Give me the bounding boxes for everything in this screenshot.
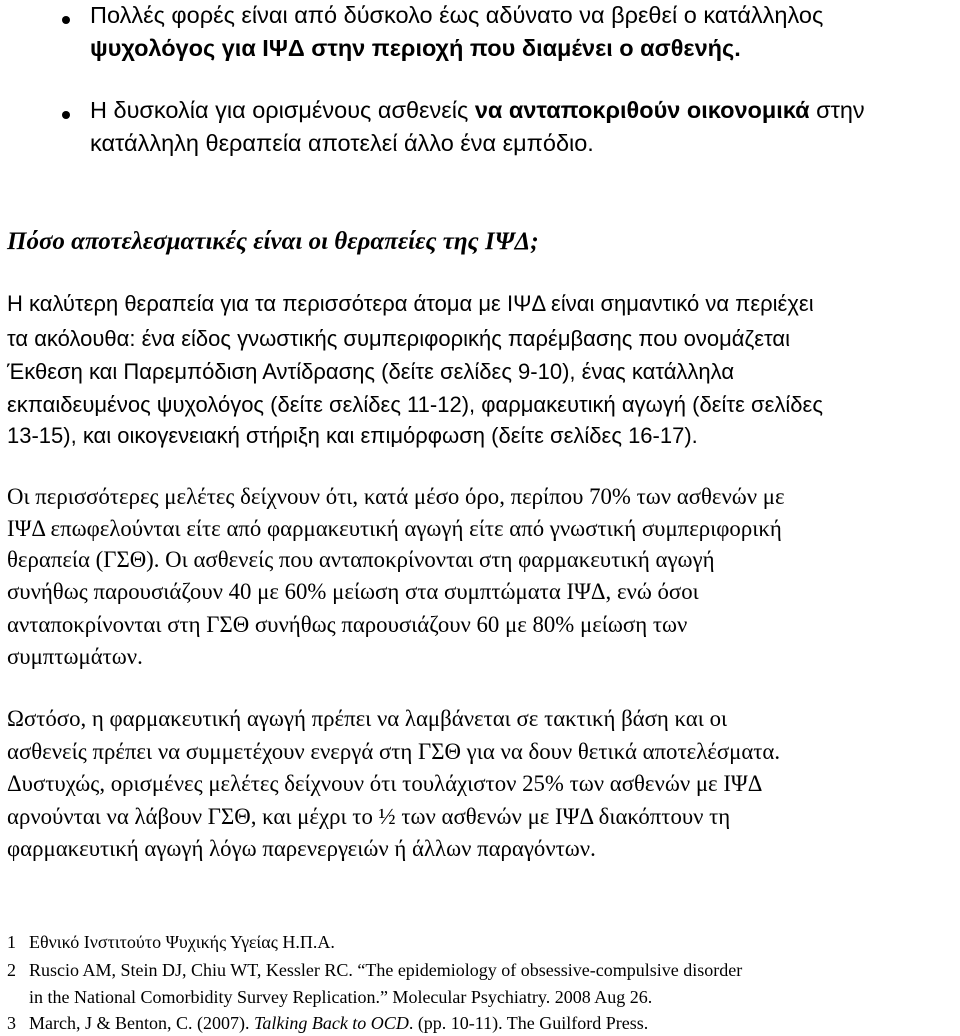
paragraph-line: ΙΨΔ επωφελούνται είτε από φαρμακευτική αγωγή είτε από γνωστική συμπεριφορική bbox=[7, 516, 782, 541]
footnote-continuation: in the National Comorbidity Survey Replication.” Molecular Psychiatry. 2008 Aug 26. bbox=[29, 987, 653, 1007]
paragraph-line: συνήθως παρουσιάζουν 40 με 60% μείωση στα συμπτώματα ΙΨΔ, ενώ όσοι bbox=[7, 579, 699, 604]
footnote-number: 1 bbox=[7, 932, 16, 952]
bullet-text: ψυχολόγος για ΙΨΔ στην περιοχή που διαμένει ο ασθενής. bbox=[90, 35, 741, 61]
paragraph-line: συμπτωμάτων. bbox=[7, 644, 143, 669]
section-heading: Πόσο αποτελεσματικές είναι οι θεραπείες της ΙΨΔ; bbox=[7, 228, 539, 255]
paragraph-line: τα ακόλουθα: ένα είδος γνωστικής συμπεριφορικής παρέμβασης που ονομάζεται bbox=[7, 326, 791, 351]
paragraph-line: ασθενείς πρέπει να συμμετέχουν ενεργά στη ΓΣΘ για να δουν θετικά αποτελέσματα. bbox=[7, 739, 781, 764]
paragraph-line: εκπαιδευμένος ψυχολόγος (δείτε σελίδες 11-12), φαρμακευτική αγωγή (δείτε σελίδες bbox=[7, 392, 823, 417]
footnote-text: Εθνικό Ινστιτούτο Ψυχικής Υγείας Η.Π.Α. bbox=[29, 932, 335, 952]
paragraph-line: ανταποκρίνονται στη ΓΣΘ συνήθως παρουσιάζουν 60 με 80% μείωση των bbox=[7, 612, 688, 637]
footnote-text: Ruscio AM, Stein DJ, Chiu WT, Kessler RC. “The epidemiology of obsessive-compulsive disorder bbox=[29, 960, 743, 980]
emphasis: να ανταποκριθούν οικονομικά bbox=[474, 97, 810, 123]
footnote-number: 2 bbox=[7, 960, 16, 980]
bullet-text: κατάλληλη θεραπεία αποτελεί άλλο ένα εμπόδιο. bbox=[90, 130, 594, 156]
book-title: Talking Back to OCD bbox=[253, 1013, 409, 1033]
footnote-number: 3 bbox=[7, 1013, 16, 1033]
paragraph-line: 13-15), και οικογενειακή στήριξη και επιμόρφωση (δείτε σελίδες 16-17). bbox=[7, 423, 698, 448]
bullet-text: Η δυσκολία για ορισμένους ασθενείς να ανταποκριθούν οικονομικά στην bbox=[90, 97, 865, 123]
paragraph-line: θεραπεία (ΓΣΘ). Οι ασθενείς που ανταποκρίνονται στη φαρμακευτική αγωγή bbox=[7, 547, 715, 572]
paragraph-line: φαρμακευτική αγωγή λόγω παρενεργειών ή άλλων παραγόντων. bbox=[7, 836, 596, 861]
bullet-marker bbox=[62, 16, 70, 24]
footnote-text: March, J & Benton, C. (2007). Talking Back to OCD. (pp. 10-11). The Guilford Press. bbox=[29, 1013, 649, 1033]
paragraph-line: Η καλύτερη θεραπεία για τα περισσότερα άτομα με ΙΨΔ είναι σημαντικό να περιέχει bbox=[7, 291, 814, 316]
footnote bbox=[7, 961, 742, 979]
footnote bbox=[7, 933, 335, 951]
footnote bbox=[7, 1014, 648, 1032]
bullet-marker bbox=[62, 111, 70, 119]
paragraph-line: Έκθεση και Παρεμπόδιση Αντίδρασης (δείτε σελίδες 9-10), ένας κατάλληλα bbox=[7, 359, 735, 384]
paragraph-line: Δυστυχώς, ορισμένες μελέτες δείχνουν ότι τουλάχιστον 25% των ασθενών με ΙΨΔ bbox=[7, 771, 763, 796]
bullet-text: Πολλές φορές είναι από δύσκολο έως αδύνατο να βρεθεί ο κατάλληλος bbox=[90, 2, 824, 28]
paragraph-line: αρνούνται να λάβουν ΓΣΘ, και μέχρι το ½ των ασθενών με ΙΨΔ διακόπτουν τη bbox=[7, 804, 731, 829]
paragraph-line: Ωστόσο, η φαρμακευτική αγωγή πρέπει να λαμβάνεται σε τακτική βάση και οι bbox=[7, 706, 728, 731]
paragraph-line: Οι περισσότερες μελέτες δείχνουν ότι, κατά μέσο όρο, περίπου 70% των ασθενών με bbox=[7, 484, 785, 509]
